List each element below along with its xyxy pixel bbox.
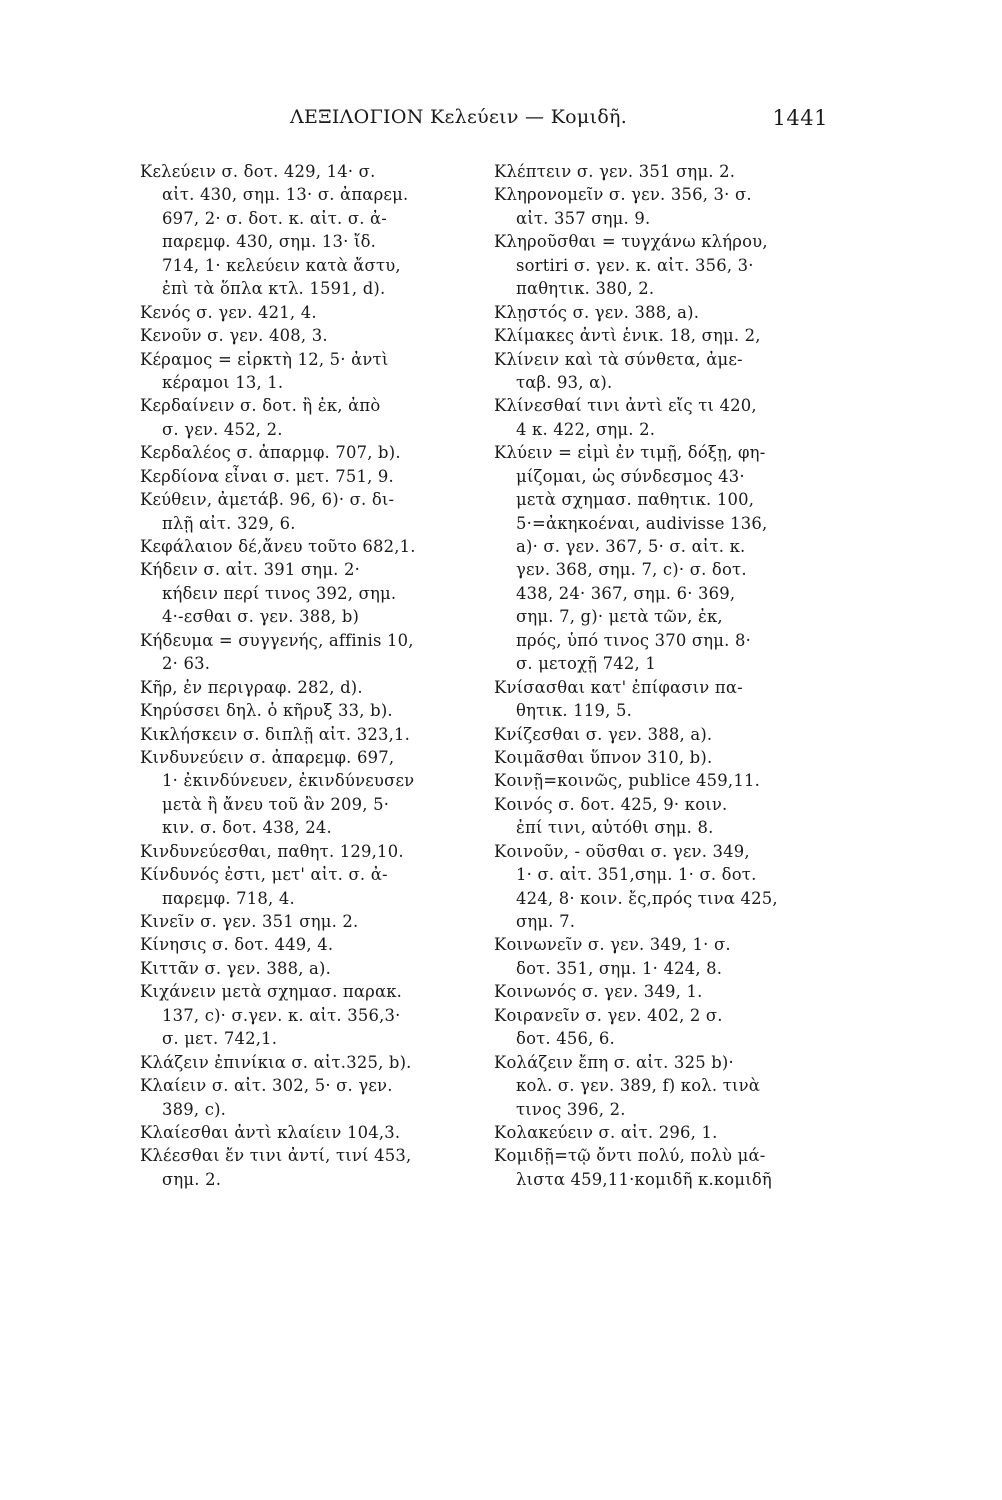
entry-continuation-line: κέραμοι 13, 1. [162,372,284,392]
entry-headword-line: Κῆρ, ἐν περιγραφ. 282, d). [140,677,363,697]
entry-headword-line: Κελεύειν σ. δοτ. 429, 14· σ. [140,162,376,181]
entry-continuation-line: σημ. 7. [516,912,576,931]
entry-headword-line: Κοινωνός σ. γεν. 349, 1. [494,982,703,1002]
entry-headword-line: Κοινωνεῖν σ. γεν. 349, 1· σ. [494,935,731,955]
entry-continuation-line: θητικ. 119, 5. [516,701,632,721]
entry-headword-line: Κληροῦσθαι = τυγχάνω κλήρου, [494,232,768,252]
entry-headword-line: Κλίνεσθαί τινι ἀντὶ εἴς τι 420, [494,396,757,416]
entry-continuation-line: 137, c)· σ.γεν. κ. αἰτ. 356,3· [162,1005,401,1025]
entry-headword-line: Κερδαλέος σ. ἀπαρμφ. 707, b). [140,443,401,463]
entry-continuation-line: κολ. σ. γεν. 389, f) κολ. τινὰ [516,1076,761,1096]
entry-headword-line: Κοινῇ=κοινῶς, publice 459,11. [494,771,761,791]
entry-headword-line: Κενοῦν σ. γεν. 408, 3. [140,326,328,346]
entry-headword-line: Κινδυνεύειν σ. ἀπαρεμφ. 697, [140,747,395,767]
entry-headword-line: Κηρύσσει δηλ. ὁ κῆρυξ 33, b). [140,701,393,721]
entry-continuation-line: κιν. σ. δοτ. 438, 24. [162,818,332,838]
entry-headword-line: Κλέεσθαι ἔν τινι ἀντί, τινί 453, [140,1146,412,1166]
entry-headword-line: Κλῃστός σ. γεν. 388, a). [494,302,700,322]
page-header [138,106,828,142]
entry-headword-line: Κλίμακες ἀντὶ ἑνικ. 18, σημ. 2, [494,326,761,346]
entry-headword-line: Κινεῖν σ. γεν. 351 σημ. 2. [140,912,359,931]
entry-headword-line: Κενός σ. γεν. 421, 4. [140,302,317,322]
entry-headword-line: Κιχάνειν μετὰ σχημασ. παρακ. [140,982,403,1002]
entry-continuation-line: 389, c). [162,1099,227,1119]
entry-headword-line: Κεύθειν, ἀμετάβ. 96, 6)· σ. δι- [140,490,395,510]
entry-continuation-line: sortiri σ. γεν. κ. αἰτ. 356, 3· [516,255,754,275]
entry-headword-line: Κινδυνεύεσθαι, παθητ. 129,10. [140,841,404,861]
entry-continuation-line: μίζομαι, ὡς σύνδεσμος 43· [516,466,745,486]
entry-headword-line: Κίνησις σ. δοτ. 449, 4. [140,935,334,955]
left-column [140,160,480,1450]
entry-headword-line: Κερδαίνειν σ. δοτ. ἢ ἐκ, ἀπὸ [140,396,381,416]
entry-continuation-line: ἐπὶ τὰ ὅπλα κτλ. 1591, d). [162,279,386,299]
entry-headword-line: Κολάζειν ἔπη σ. αἰτ. 325 b)· [494,1052,734,1072]
entry-headword-line: Κληρονομεῖν σ. γεν. 356, 3· σ. [494,185,752,205]
entry-headword-line: Κλίνειν καὶ τὰ σύνθετα, ἀμε- [494,349,743,369]
entry-headword-line: Κερδίονα εἶναι σ. μετ. 751, 9. [140,466,394,486]
entry-headword-line: Κλέπτειν σ. γεν. 351 σημ. 2. [494,162,736,181]
entry-continuation-line: δοτ. 456, 6. [516,1029,615,1049]
entry-headword-line: Κοινοῦν, - οῦσθαι σ. γεν. 349, [494,841,750,861]
entry-headword-line: Κιττᾶν σ. γεν. 388, a). [140,958,332,978]
right-column [494,160,834,1450]
entry-continuation-line: 4 κ. 422, σημ. 2. [516,419,656,439]
entry-headword-line: Κολακεύειν σ. αἰτ. 296, 1. [494,1122,718,1142]
entry-continuation-line: 5·=ἀκηκοέναι, audivisse 136, [516,513,768,533]
entry-continuation-line: γεν. 368, σημ. 7, c)· σ. δοτ. [516,560,747,580]
entry-continuation-line: κήδειν περί τινος 392, σημ. [162,583,397,603]
entry-continuation-line: σημ. 2. [162,1169,222,1189]
entry-continuation-line: δοτ. 351, σημ. 1· 424, 8. [516,958,723,978]
entry-continuation-line: σ. μετ. 742,1. [162,1029,278,1049]
entry-continuation-line: 2· 63. [162,654,211,674]
entry-continuation-line: τινος 396, 2. [516,1099,626,1119]
entry-continuation-line: αἰτ. 430, σημ. 13· σ. ἀπαρεμ. [162,185,409,205]
entry-continuation-line: μετὰ σχημασ. παθητικ. 100, [516,490,755,510]
entry-continuation-line: μετὰ ἢ ἄνευ τοῦ ἂν 209, 5· [162,794,390,814]
entry-headword-line: Κλαίεσθαι ἀντὶ κλαίειν 104,3. [140,1122,401,1142]
entry-continuation-line: σημ. 7, g)· μετὰ τῶν, ἐκ, [516,607,723,627]
entry-continuation-line: παρεμφ. 718, 4. [162,888,295,908]
entry-headword-line: Κήδευμα = συγγενής, affinis 10, [140,630,414,650]
entry-continuation-line: πρός, ὑπό τινος 370 σημ. 8· [516,630,752,650]
entry-continuation-line: παρεμφ. 430, σημ. 13· ἴδ. [162,232,377,252]
entry-headword-line: Κίνδυνός ἐστι, μετ' αἰτ. σ. ἀ- [140,865,388,885]
entry-headword-line: Κήδειν σ. αἰτ. 391 σημ. 2· [140,560,361,580]
entry-continuation-line: 1· σ. αἰτ. 351,σημ. 1· σ. δοτ. [516,865,757,885]
entry-continuation-line: παθητικ. 380, 2. [516,279,655,299]
page-number: 1441 [772,106,828,130]
entry-headword-line: Κεφάλαιον δέ,ἄνευ τοῦτο 682,1. [140,537,416,556]
entry-continuation-line: πλῇ αἰτ. 329, 6. [162,513,296,533]
entry-headword-line: Κνίσασθαι κατ' ἐπίφασιν πα- [494,677,743,697]
entry-headword-line: Κλάζειν ἐπινίκια σ. αἰτ.325, b). [140,1052,412,1072]
entry-continuation-line: 1· ἐκινδύνευεν, ἐκινδύνευσεν [162,771,415,791]
running-head: ΛΕΞΙΛΟΓΙΟΝ Κελεύειν — Κομιδῆ. [290,106,628,128]
entry-continuation-line: ἐπί τινι, αὐτόθι σημ. 8. [516,818,714,838]
entry-headword-line: Κοιρανεῖν σ. γεν. 402, 2 σ. [494,1005,723,1025]
entry-continuation-line: 714, 1· κελεύειν κατὰ ἄστυ, [162,255,401,275]
entry-continuation-line: 424, 8· κοιν. ἔς,πρός τινα 425, [516,888,778,908]
entry-continuation-line: σ. γεν. 452, 2. [162,419,283,439]
entry-continuation-line: a)· σ. γεν. 367, 5· σ. αἰτ. κ. [516,537,746,556]
entry-continuation-line: ταβ. 93, α). [516,372,613,392]
entry-headword-line: Κοιμᾶσθαι ὕπνον 310, b). [494,747,713,767]
entry-headword-line: Κικλήσκειν σ. διπλῇ αἰτ. 323,1. [140,724,411,744]
entry-headword-line: Κλύειν = εἰμὶ ἐν τιμῇ, δόξῃ, φη- [494,443,766,463]
entry-headword-line: Κομιδῇ=τῷ ὄντι πολύ, πολὺ μά- [494,1146,766,1166]
entry-continuation-line: λιστα 459,11·κομιδῆ κ.κομιδῆ [516,1169,772,1189]
entry-headword-line: Κοινός σ. δοτ. 425, 9· κοιν. [494,794,728,814]
entry-headword-line: Κλαίειν σ. αἰτ. 302, 5· σ. γεν. [140,1076,393,1096]
entry-headword-line: Κέραμος = εἱρκτὴ 12, 5· ἀντὶ [140,349,389,369]
entry-continuation-line: 4·-εσθαι σ. γεν. 388, b) [162,607,360,627]
entry-headword-line: Κνίζεσθαι σ. γεν. 388, a). [494,724,713,744]
entry-continuation-line: 438, 24· 367, σημ. 6· 369, [516,583,736,603]
entry-continuation-line: σ. μετοχῇ 742, 1 [516,654,656,674]
entry-continuation-line: 697, 2· σ. δοτ. κ. αἰτ. σ. ἀ- [162,208,388,228]
entry-continuation-line: αἰτ. 357 σημ. 9. [516,208,651,228]
